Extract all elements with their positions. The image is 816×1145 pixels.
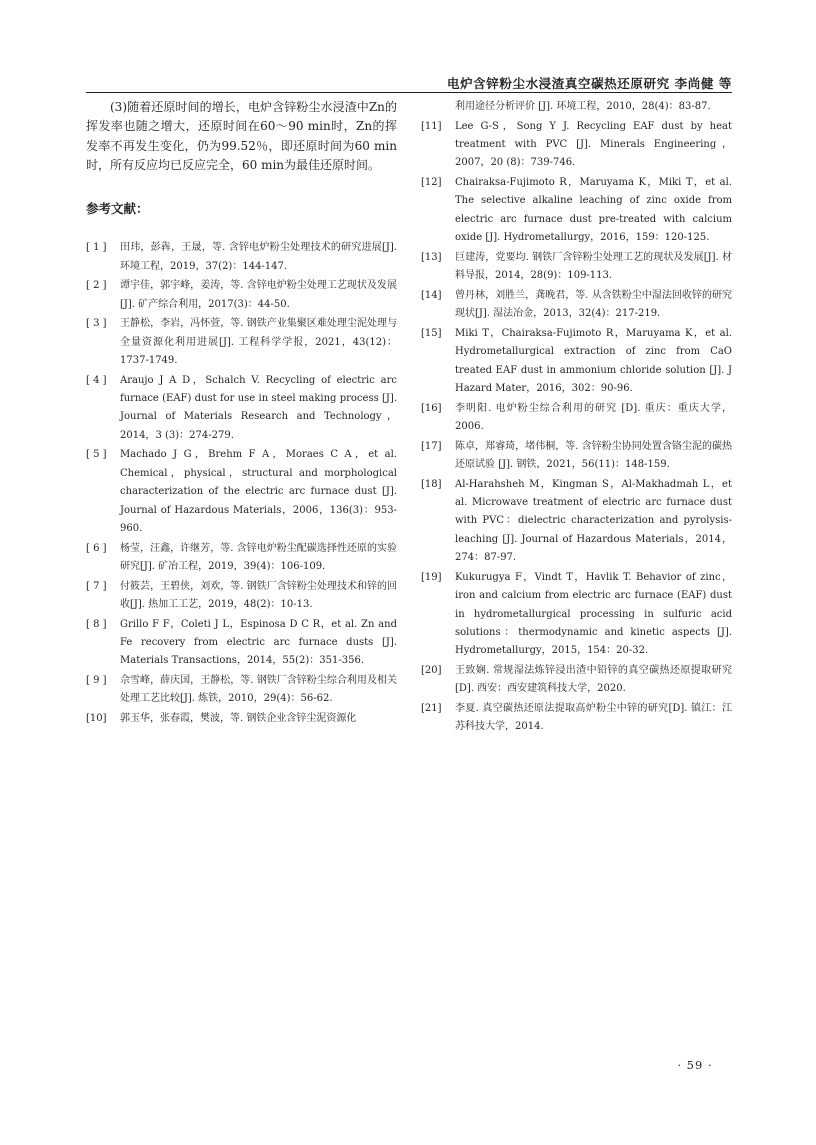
reference-text: Miki T，Chairaksa-Fujimoto R，Maruyama K，et al. Hydrometallurgical extraction of zinc from CaO treated EAF dust in ammonium chloride solution [J]. J Hazard Mater，2016，302：90-96. xyxy=(455,327,732,395)
reference-entry xyxy=(421,118,732,173)
reference-text: Grillo F F，Coleti J L，Espinosa D C R，et al. Zn and Fe recovery from electric arc furnace dusts [J]. Materials Transactions，2014，55(2)：351-356. xyxy=(120,618,397,667)
reference-text: 利用途径分析评价 [J]. 环境工程，2010，28(4)：83-87. xyxy=(455,101,711,112)
page-number: · 59 · xyxy=(677,1058,713,1072)
reference-number: [15] xyxy=(421,327,442,339)
reference-text: 郭玉华，张春霞，樊波，等. 钢铁企业含锌尘泥资源化 xyxy=(120,713,357,725)
reference-number: [ 3 ] xyxy=(86,318,107,330)
reference-text: Araujo J A D，Schalch V. Recycling of electric arc furnace (EAF) dust for use in steel making process [J]. Journal of Materials Research and Technology，2014，3 (3)：274-279. xyxy=(120,374,397,441)
reference-entry xyxy=(421,287,732,324)
reference-entry xyxy=(421,249,732,286)
reference-entry xyxy=(86,616,397,671)
reference-number: [ 4 ] xyxy=(86,374,107,386)
reference-text: 陈卓，郑睿琦，堵伟桐，等. 含锌粉尘协同处置含铬尘泥的碳热还原试验 [J]. 钢铁，2021，56(11)：148-159. xyxy=(455,440,732,471)
running-header: 电炉含锌粉尘水浸渣真空碳热还原研究 李尚健 等 xyxy=(446,76,732,91)
reference-number: [20] xyxy=(421,665,442,677)
reference-text: 付筱芸，王碧侠，刘欢，等. 钢铁厂含锌粉尘处理技术和锌的回收[J]. 热加工工艺，2019，48(2)：10-13. xyxy=(120,580,397,611)
reference-entry xyxy=(86,710,397,728)
reference-entry xyxy=(86,239,397,276)
reference-text: 杨莹，汪鑫，许继芳，等. 含锌电炉粉尘配碳选择性还原的实验研究[J]. 矿冶工程，2019，39(4)：106-109. xyxy=(120,542,397,573)
reference-entry xyxy=(421,174,732,248)
reference-entry xyxy=(421,438,732,475)
reference-entry xyxy=(421,400,732,437)
reference-text: 佘雪峰，薛庆国，王静松，等. 钢铁厂含锌粉尘综合利用及相关处理工艺比较[J]. 炼铁，2010，29(4)：56-62. xyxy=(120,675,397,705)
reference-entry xyxy=(86,372,397,446)
reference-number: [14] xyxy=(421,289,442,301)
reference-text: 李夏. 真空碳热还原法提取高炉粉尘中锌的研究[D]. 镇江：江苏科技大学，2014. xyxy=(455,703,732,733)
reference-entry xyxy=(421,662,732,699)
reference-number: [13] xyxy=(421,251,442,263)
reference-text: 王致娴. 常规湿法炼锌浸出渣中铅锌的真空碳热还原提取研究[D]. 西安：西安建筑科技大学，2020. xyxy=(455,665,732,695)
reference-text: Chairaksa-Fujimoto R，Maruyama K，Miki T，et al. The selective alkaline leaching of zinc oxide from electric arc furnace dust pre-treated with calcium oxide [J]. Hydrometallurgy，2016，159：120-125. xyxy=(455,177,732,244)
reference-text: 谭宇佳，郭宇峰，姜涛，等. 含锌电炉粉尘处理工艺现状及发展[J]. 矿产综合利用，2017(3)：44-50. xyxy=(120,280,397,310)
references-list-right xyxy=(421,98,732,737)
reference-entry xyxy=(421,569,732,661)
reference-entry xyxy=(421,325,732,399)
reference-text: Kukurugya F，Vindt T，Havlik T. Behavior of zinc，iron and calcium from electric arc furnace (EAF) dust in hydrometallurgical processing in sulfuric acid solutions：thermodynamic and kinetic aspects [J]. Hydrometallurgy，2015，154：20-32. xyxy=(455,571,732,657)
reference-entry xyxy=(86,540,397,577)
reference-number: [21] xyxy=(421,703,442,715)
reference-entry xyxy=(86,578,397,615)
conclusion-paragraph: (3)随着还原时间的增长，电炉含锌粉尘水浸渣中Zn的挥发率也随之增大，还原时间在60～90 min时，Zn的挥发率不再发生变化，仍为99.52％，即还原时间为60 min时，所有反应均已反应完全，60 min为最佳还原时间。 xyxy=(86,100,397,172)
reference-number: [18] xyxy=(421,478,442,490)
references-heading: 参考文献： xyxy=(86,201,149,217)
reference-entry xyxy=(86,277,397,314)
reference-entry xyxy=(421,98,732,116)
reference-number: [ 1 ] xyxy=(86,242,107,254)
reference-text: 李明阳. 电炉粉尘综合利用的研究 [D]. 重庆：重庆大学，2006. xyxy=(455,402,732,433)
reference-number: [17] xyxy=(421,440,442,452)
reference-number: [16] xyxy=(421,402,442,414)
reference-entry xyxy=(421,476,732,568)
reference-number: [ 9 ] xyxy=(86,675,107,687)
reference-number: [ 8 ] xyxy=(86,618,107,630)
right-column xyxy=(421,98,732,738)
reference-text: 巨建涛，党要均. 钢铁厂含锌粉尘处理工艺的现状及发展[J]. 材料导报，2014，28(9)：109-113. xyxy=(455,251,732,282)
reference-text: 田玮，彭犇，王晟，等. 含锌电炉粉尘处理技术的研究进展[J]. 环境工程，2019，37(2)：144-147. xyxy=(120,242,397,272)
reference-number: [ 6 ] xyxy=(86,542,107,554)
reference-entry xyxy=(86,315,397,370)
reference-number: [10] xyxy=(86,713,107,725)
reference-text: Lee G-S，Song Y J. Recycling EAF dust by heat treatment with PVC [J]. Minerals Engineering，2007，20 (8)：739-746. xyxy=(455,120,732,169)
left-column xyxy=(86,98,397,730)
reference-number: [ 2 ] xyxy=(86,280,107,292)
reference-number: [ 5 ] xyxy=(86,449,107,461)
reference-entry xyxy=(421,700,732,737)
reference-number xyxy=(421,98,455,116)
reference-text: 曾丹林，刘胜兰，龚晚君，等. 从含铁粉尘中湿法回收锌的研究现状[J]. 湿法冶金，2013，32(4)：217-219. xyxy=(455,289,732,320)
reference-text: Machado J G，Brehm F A，Moraes C A，et al. Chemical，physical，structural and morphological characterization of the electric arc furnace dust [J]. Journal of Hazardous Materials，2006，136(3)：953-960. xyxy=(120,449,397,535)
reference-number: [12] xyxy=(421,177,442,188)
reference-text: Al-Harahsheh M，Kingman S，Al-Makhadmah L，et al. Microwave treatment of electric arc furnace dust with PVC：dielectric characterization and pyrolysis-leaching [J]. Journal of Hazardous Materials，2014，274：87-97. xyxy=(455,478,732,564)
reference-entry xyxy=(86,446,397,538)
reference-entry xyxy=(86,672,397,709)
references-list-left xyxy=(86,239,397,728)
reference-number: [19] xyxy=(421,571,442,583)
reference-number: [ 7 ] xyxy=(86,580,107,592)
reference-text: 王静松，李岩，冯怀萱，等. 钢铁产业集聚区难处理尘泥处理与全量资源化利用进展[J]. 工程科学学报，2021，43(12)：1737-1749. xyxy=(120,318,397,366)
header-rule xyxy=(86,92,732,93)
reference-number: [11] xyxy=(421,120,442,132)
